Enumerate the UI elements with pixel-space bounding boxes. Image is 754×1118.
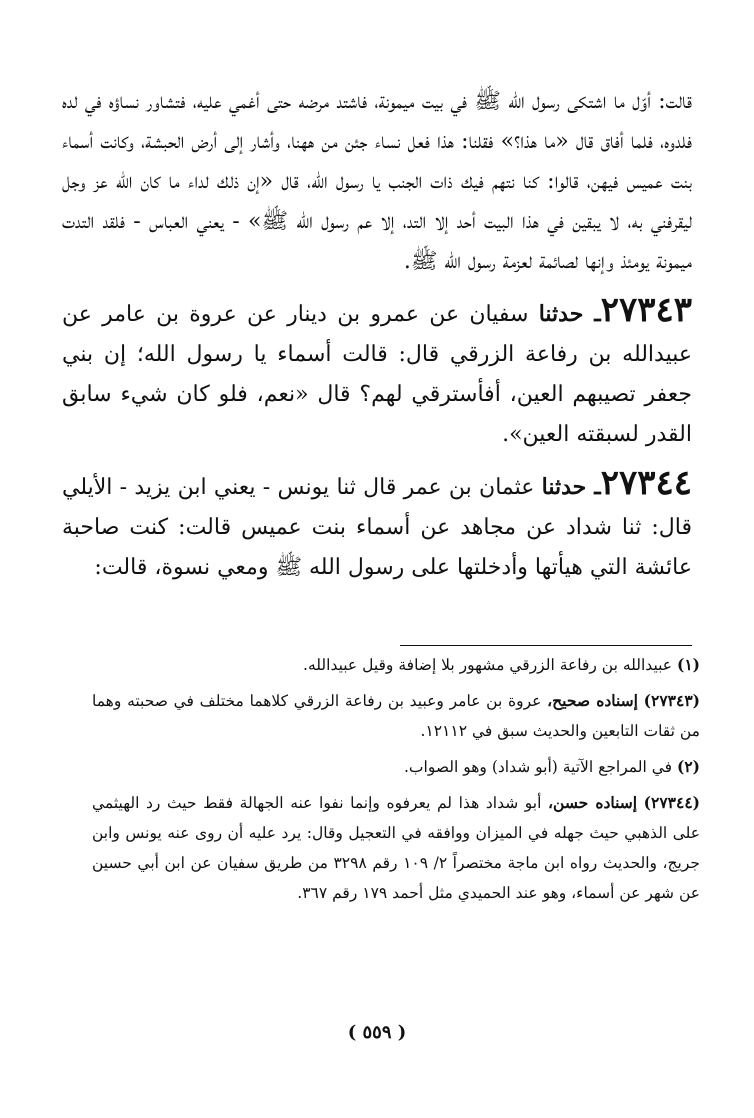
hadith-27344 xyxy=(62,463,692,588)
hadith-text: عثمان بن عمر قال ثنا يونس - يعني ابن يزيد - الأيلي قال: ثنا شداد عن مجاهد عن أسماء بنت عميس قالت: كنت صاحبة عائشة التي هيأتها وأدخلتها على رسول الله ﷺ ومعي نسوة، قالت: xyxy=(62,475,692,580)
footnote-tag: (٢) xyxy=(676,757,700,776)
hadith-dash: ـ xyxy=(583,301,601,327)
page-number: ( ٥٥٩ ) xyxy=(347,1022,407,1043)
footnote-tag: (٢٧٣٤٤) xyxy=(643,793,700,812)
paragraph-continuation xyxy=(62,82,692,282)
hadith-number: ٢٧٣٤٣ xyxy=(600,290,692,330)
footnote-text: عبيدالله بن رفاعة الزرقي مشهور بلا إضافة وقيل عبيدالله. xyxy=(303,656,673,674)
footnotes xyxy=(92,650,700,914)
footnote-27344 xyxy=(92,788,700,908)
footnote-27343 xyxy=(92,686,700,746)
haddathana-label: حدثنا xyxy=(538,301,584,327)
hadith-number: ٢٧٣٤٤ xyxy=(600,463,692,503)
footnote-verdict: إسناده صحيح، xyxy=(547,691,638,710)
footnote-2 xyxy=(92,752,700,782)
hadith-27343 xyxy=(62,290,692,455)
hadith-text: سفيان عن عمرو بن دينار عن عروة بن عامر عن عبيدالله بن رفاعة الزرقي قال: قالت أسماء يا رسول الله؛ إن بني جعفر تصيبهم العين، أفأسترقي لهم؟ قال «نعم، فلو كان شيء سابق القدر لسبقته العين». xyxy=(62,302,692,447)
main-text xyxy=(62,82,692,596)
footnote-verdict: إسناده حسن، xyxy=(548,793,638,812)
hadith-dash: ـ xyxy=(586,474,601,500)
paragraph-text: قالت: أوّل ما اشتكى رسول الله ﷺ في بيت ميمونة، فاشتد مرضه حتى أغمي عليه، فتشاور نساؤه في لده فلدوه، فلما أفاق قال «ما هذا؟» فقلنا: هذا فعل نساء جئن من ههنا، وأشار إلى أرض الحبشة، وكانت أسماء بنت عميس فيهن، قالوا: كنا نتهم فيك ذات الجنب يا رسول الله، قال «إن ذلك لداء ما كان الله عز وجل ليقرفني به، لا يبقين في هذا البيت أحد إلا التد، إلا عم رسول الله ﷺ» - يعني العباس - فلقد التدت ميمونة يومئذ وإنها لصائمة لعزمة رسول الله ﷺ. xyxy=(62,89,692,274)
footnote-divider xyxy=(400,645,692,646)
footnote-text: عروة بن عامر وعبيد بن رفاعة الزرقي كلاهما مختلف في صحبته وهما من ثقات التابعين والحديث سبق في ١٢١١٢. xyxy=(92,692,700,740)
footnote-text: في المراجع الآتية (أبو شداد) وهو الصواب. xyxy=(404,758,673,776)
footnote-text: أبو شداد هذا لم يعرفوه وإنما نفوا عنه الجهالة فقط حيث رد الهيثمي على الذهبي حيث جهله في الميزان ووافقه في التعجيل وقال: يرد عليه أن روى عنه يونس وابن جريج، والحديث رواه ابن ماجة مختصراً ٢/ ١٠٩ رقم ٣٢٩٨ من طريق سفيان عن ابن أبي حسين عن شهر عن أسماء، وهو عند الحميدي مثل أحمد ١٧٩ رقم ٣٦٧. xyxy=(92,794,700,902)
footnote-tag: (٢٧٣٤٣) xyxy=(643,691,700,710)
haddathana-label: حدثنا xyxy=(541,474,587,500)
footnote-tag: (١) xyxy=(676,655,700,674)
footnote-1 xyxy=(92,650,700,680)
